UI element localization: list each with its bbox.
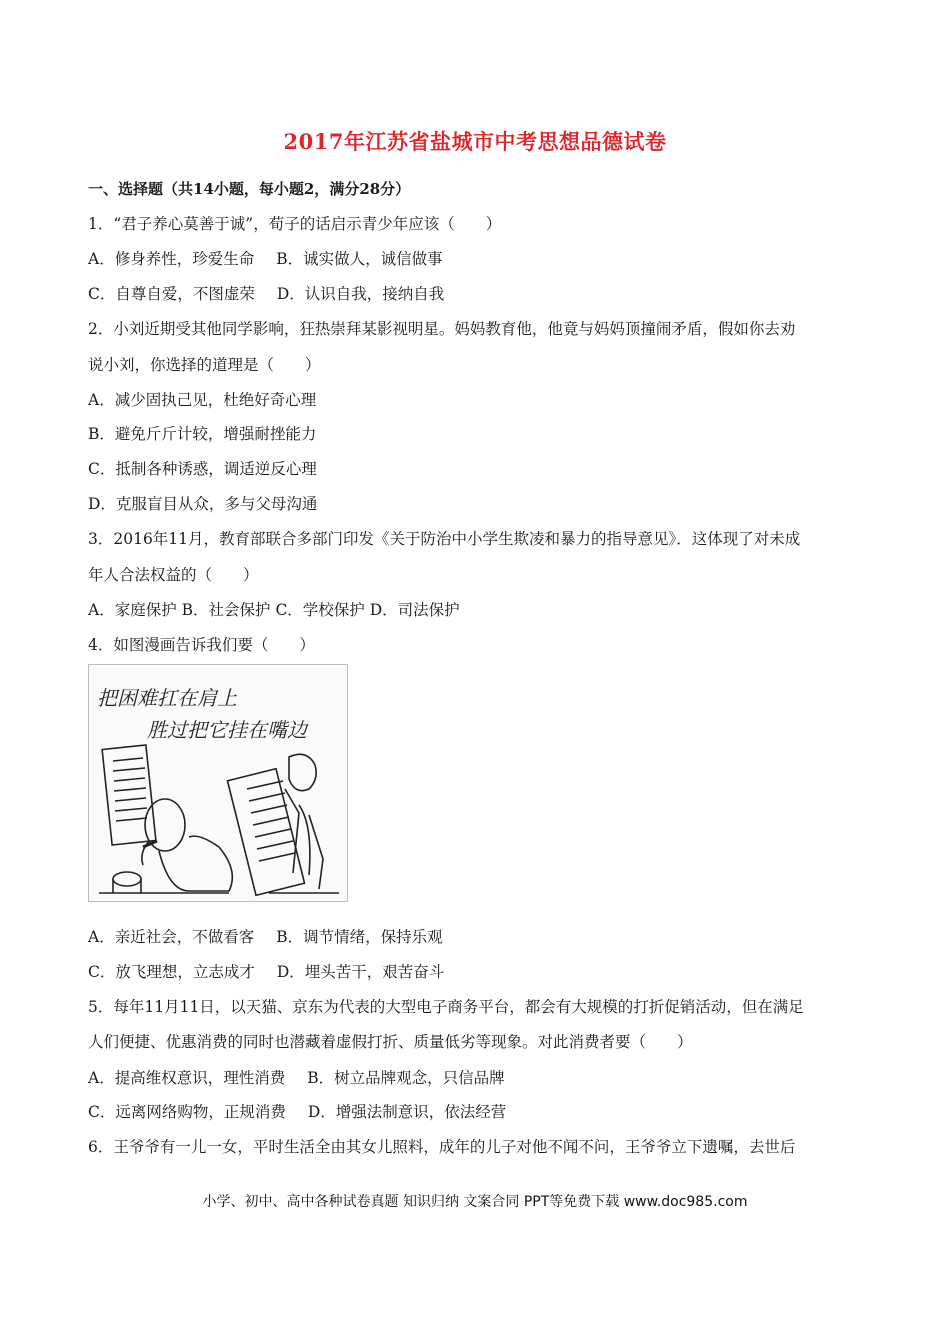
option-c: C．放飞理想，立志成才: [88, 963, 255, 981]
question-4-stem: 4．如图漫画告诉我们要（ ）: [88, 636, 315, 654]
option-a: A．提高维权意识，理性消费: [88, 1069, 286, 1087]
question-2-stem-line2: 说小刘，你选择的道理是（ ）: [88, 356, 321, 374]
question-3-options: A．家庭保护 B．社会保护 C．学校保护 D．司法保护: [88, 601, 460, 619]
question-1-stem: 1．“君子养心莫善于诚”，荀子的话启示青少年应该（ ）: [88, 215, 502, 233]
cartoon-caption-2: 胜过把它挂在嘴边: [147, 718, 307, 742]
option-d: D．认识自我，接纳自我: [276, 285, 445, 303]
question-1-options-ab: [88, 249, 443, 269]
option-b: B．诚实做人，诚信做事: [276, 250, 443, 268]
question-2-option-c: C．抵制各种诱惑，调适逆反心理: [88, 460, 317, 478]
question-3-stem-line1: 3．2016年11月，教育部联合多部门印发《关于防治中小学生欺凌和暴力的指导意见》．这体现了对未成: [88, 530, 801, 548]
option-a: A．亲近社会，不做看客: [88, 928, 255, 946]
page-footer: 小学、初中、高中各种试卷真题 知识归纳 文案合同 PPT等免费下载 www.doc985.com: [202, 1194, 748, 1210]
option-b: B．调节情绪，保持乐观: [276, 928, 443, 946]
question-5-options-ab: [88, 1068, 505, 1088]
page-title: 2017年江苏省盐城市中考思想品德试卷: [283, 129, 667, 154]
question-2-option-b: B．避免斤斤计较，增强耐挫能力: [88, 425, 317, 443]
question-6-stem-line1: 6．王爷爷有一儿一女，平时生活全由其女儿照料，成年的儿子对他不闻不问，王爷爷立下遗嘱，去世后: [88, 1138, 796, 1156]
question-5-options-cd: [88, 1102, 506, 1122]
question-2-stem-line1: 2．小刘近期受其他同学影响，狂热崇拜某影视明星。妈妈教育他，他竟与妈妈顶撞闹矛盾，假如你去劝: [88, 320, 796, 338]
option-c: C．远离网络购物，正规消费: [88, 1103, 286, 1121]
option-c: C．自尊自爱，不图虚荣: [88, 285, 255, 303]
question-5-stem-line2: 人们便捷、优惠消费的同时也潜藏着虚假打折、质量低劣等现象。对此消费者要（ ）: [88, 1033, 693, 1051]
option-d: D．增强法制意识，依法经营: [307, 1103, 507, 1121]
question-5-stem-line1: 5．每年11月11日，以天猫、京东为代表的大型电子商务平台，都会有大规模的打折促销活动，但在满足: [88, 998, 804, 1016]
option-b: B．树立品牌观念，只信品牌: [307, 1069, 505, 1087]
question-1-options-cd: [88, 284, 444, 304]
question-2-option-d: D．克服盲目从众，多与父母沟通: [88, 495, 318, 513]
option-d: D．埋头苦干，艰苦奋斗: [276, 963, 445, 981]
option-a: A．修身养性，珍爱生命: [88, 250, 255, 268]
cartoon-drawing: [89, 665, 347, 901]
cartoon-caption-1: 把困难扛在肩上: [97, 686, 237, 710]
section-heading: 一、选择题（共14小题，每小题2，满分28分）: [88, 180, 411, 198]
question-4-options-cd: [88, 962, 444, 982]
question-4-options-ab: [88, 927, 443, 947]
question-2-option-a: A．减少固执己见，杜绝好奇心理: [88, 391, 317, 409]
question-3-stem-line2: 年人合法权益的（ ）: [88, 566, 259, 584]
cartoon-image: [88, 664, 348, 902]
